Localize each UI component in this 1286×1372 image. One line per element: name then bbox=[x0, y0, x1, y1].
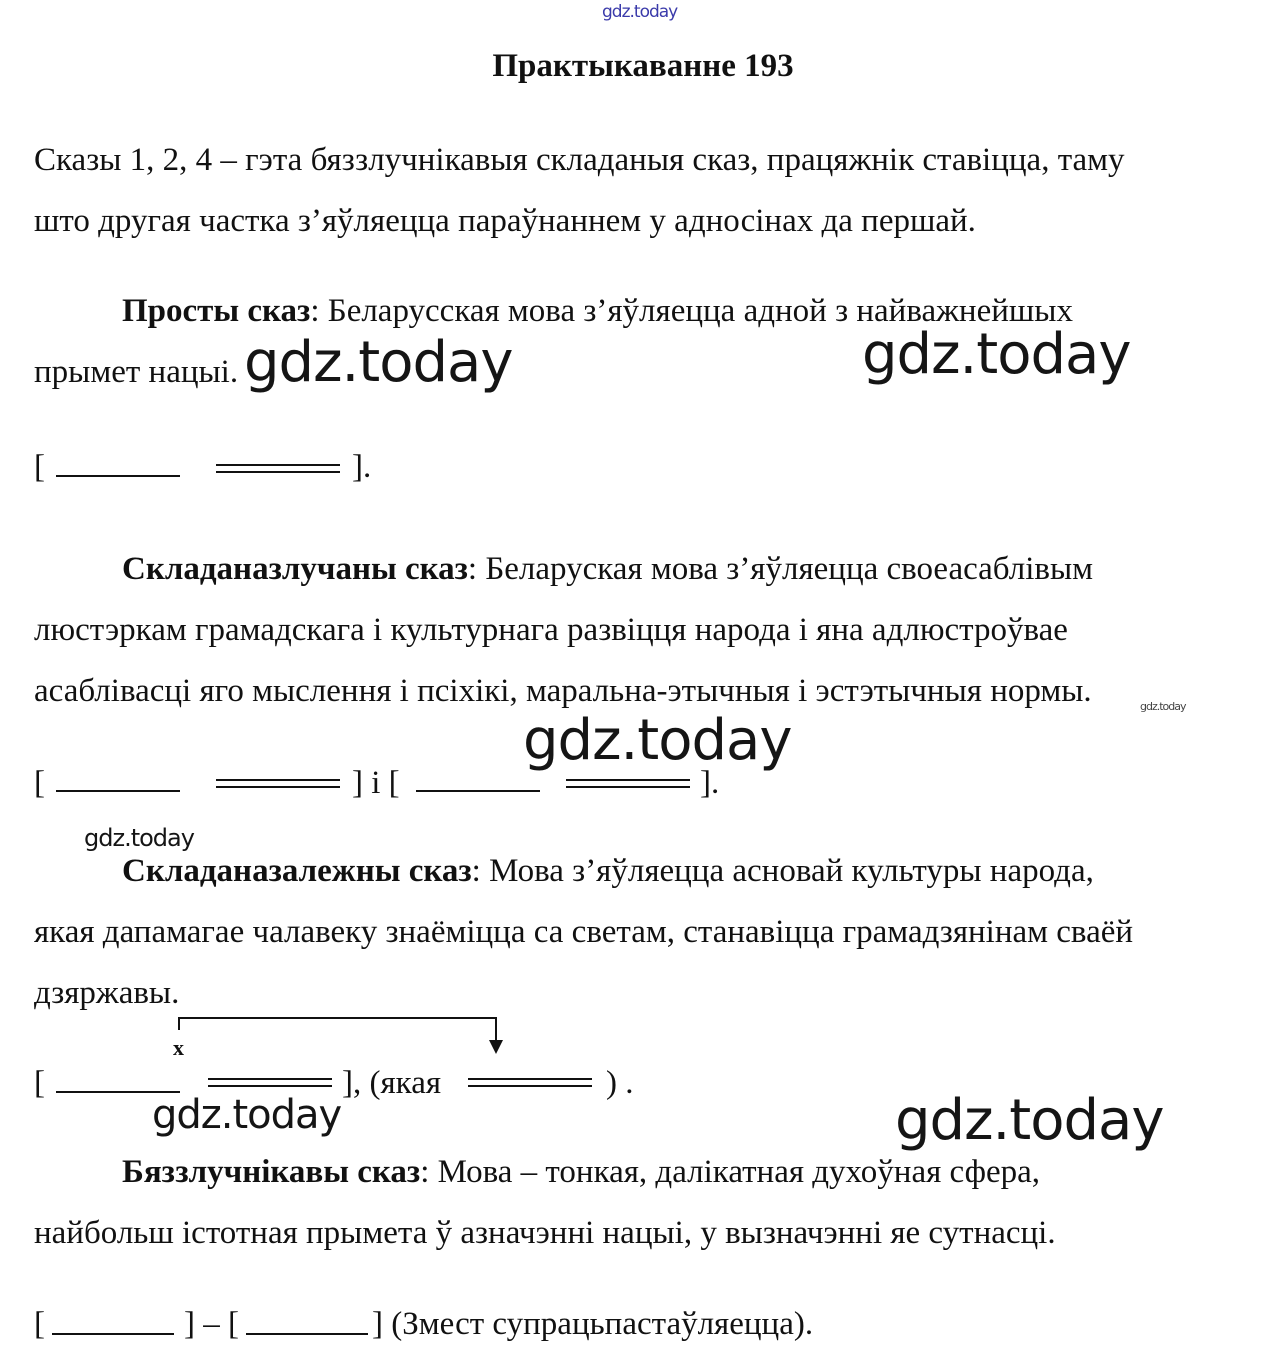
predicate-line-1 bbox=[216, 779, 340, 788]
bracket-close: ]. bbox=[352, 449, 372, 485]
simple-sentence-label: Просты сказ bbox=[122, 293, 311, 329]
predicate-line bbox=[216, 464, 340, 473]
watermark-7: gdz.today bbox=[895, 1088, 1164, 1153]
asyndetic-sentence-line-2: найбольш істотная прымета ў азначэнні нацыі, у вызначэнні яе сутнасці. bbox=[34, 1215, 1056, 1251]
dependency-arrow bbox=[170, 1010, 510, 1056]
bracket-open: [ bbox=[34, 449, 45, 485]
compound-sentence-text: : Беларуская мова з’яўляецца своеасаблівым bbox=[467, 551, 1094, 587]
scheme-note: ] (Змест супрацьпастаўляецца). bbox=[372, 1306, 814, 1342]
complex-sentence-line-2: якая дапамагае чалавеку знаёміцца са светам, станавіцца грамадзянінам сваёй bbox=[34, 914, 1134, 950]
compound-sentence-line-2: люстэркам грамадскага і культурнага развіцця народа і яна адлюстроўвае bbox=[34, 612, 1068, 648]
clause-line-1 bbox=[52, 1333, 174, 1335]
compound-sentence-label: Складаназлучаны сказ bbox=[122, 551, 468, 587]
subject-line-2 bbox=[416, 790, 540, 792]
compound-sentence-line-3: асаблівасці яго мыслення і псіхікі, маральна-этычныя і эстэтычныя нормы. bbox=[34, 673, 1092, 709]
watermark-1: gdz.today bbox=[244, 330, 513, 395]
complex-sentence-text: : Мова з’яўляецца асновай культуры народа, bbox=[471, 853, 1094, 889]
bracket-open: [ bbox=[34, 1065, 45, 1101]
bracket-open-1: [ bbox=[34, 765, 45, 801]
watermark-5: gdz.today bbox=[84, 824, 194, 852]
watermark-6: gdz.today bbox=[152, 1092, 342, 1138]
bracket-close: ]. bbox=[700, 765, 720, 801]
subordinate-start: ], (якая bbox=[342, 1065, 442, 1101]
watermark-4: gdz.today bbox=[523, 708, 792, 773]
subject-line bbox=[56, 475, 180, 477]
page-title: Практыкаванне 193 bbox=[492, 48, 794, 84]
simple-sentence-text: : Беларусская мова з’яўляецца адной з найважнейшых bbox=[310, 293, 1073, 329]
compound-sentence-line-1 bbox=[122, 549, 1093, 589]
complex-sentence-label: Складаназалежны сказ bbox=[122, 853, 472, 889]
complex-sentence-line-3: дзяржавы. bbox=[34, 975, 180, 1011]
watermark-3: gdz.today bbox=[1140, 700, 1186, 713]
simple-sentence-line-2: прымет нацыі. bbox=[34, 354, 239, 390]
watermark-top: gdz.today bbox=[602, 2, 678, 22]
predicate-line-2 bbox=[566, 779, 690, 788]
x-mark: х bbox=[173, 1035, 184, 1060]
asyndetic-sentence-text: : Мова – тонкая, далікатная духоўная сфера, bbox=[420, 1154, 1041, 1190]
predicate-line bbox=[208, 1078, 332, 1087]
subordinate-end: ) . bbox=[606, 1065, 634, 1101]
clause-line-2 bbox=[246, 1333, 368, 1335]
watermark-2: gdz.today bbox=[862, 322, 1131, 387]
subject-line-1 bbox=[56, 790, 180, 792]
bracket-open-1: [ bbox=[34, 1306, 45, 1342]
asyndetic-sentence-label: Бяззлучнікавы сказ bbox=[122, 1154, 421, 1190]
conjunction: ] і [ bbox=[352, 765, 400, 801]
intro-line-2: што другая частка з’яўляецца параўнаннем у адносінах да першай. bbox=[34, 203, 976, 239]
asyndetic-sentence-line-1 bbox=[122, 1152, 1040, 1192]
complex-sentence-line-1 bbox=[122, 851, 1094, 891]
subordinate-predicate-line bbox=[468, 1078, 592, 1087]
intro-line-1: Сказы 1, 2, 4 – гэта бяззлучнікавыя складаныя сказ, працяжнік ставіцца, таму bbox=[34, 142, 1125, 178]
dash-separator: ] – [ bbox=[184, 1306, 239, 1342]
